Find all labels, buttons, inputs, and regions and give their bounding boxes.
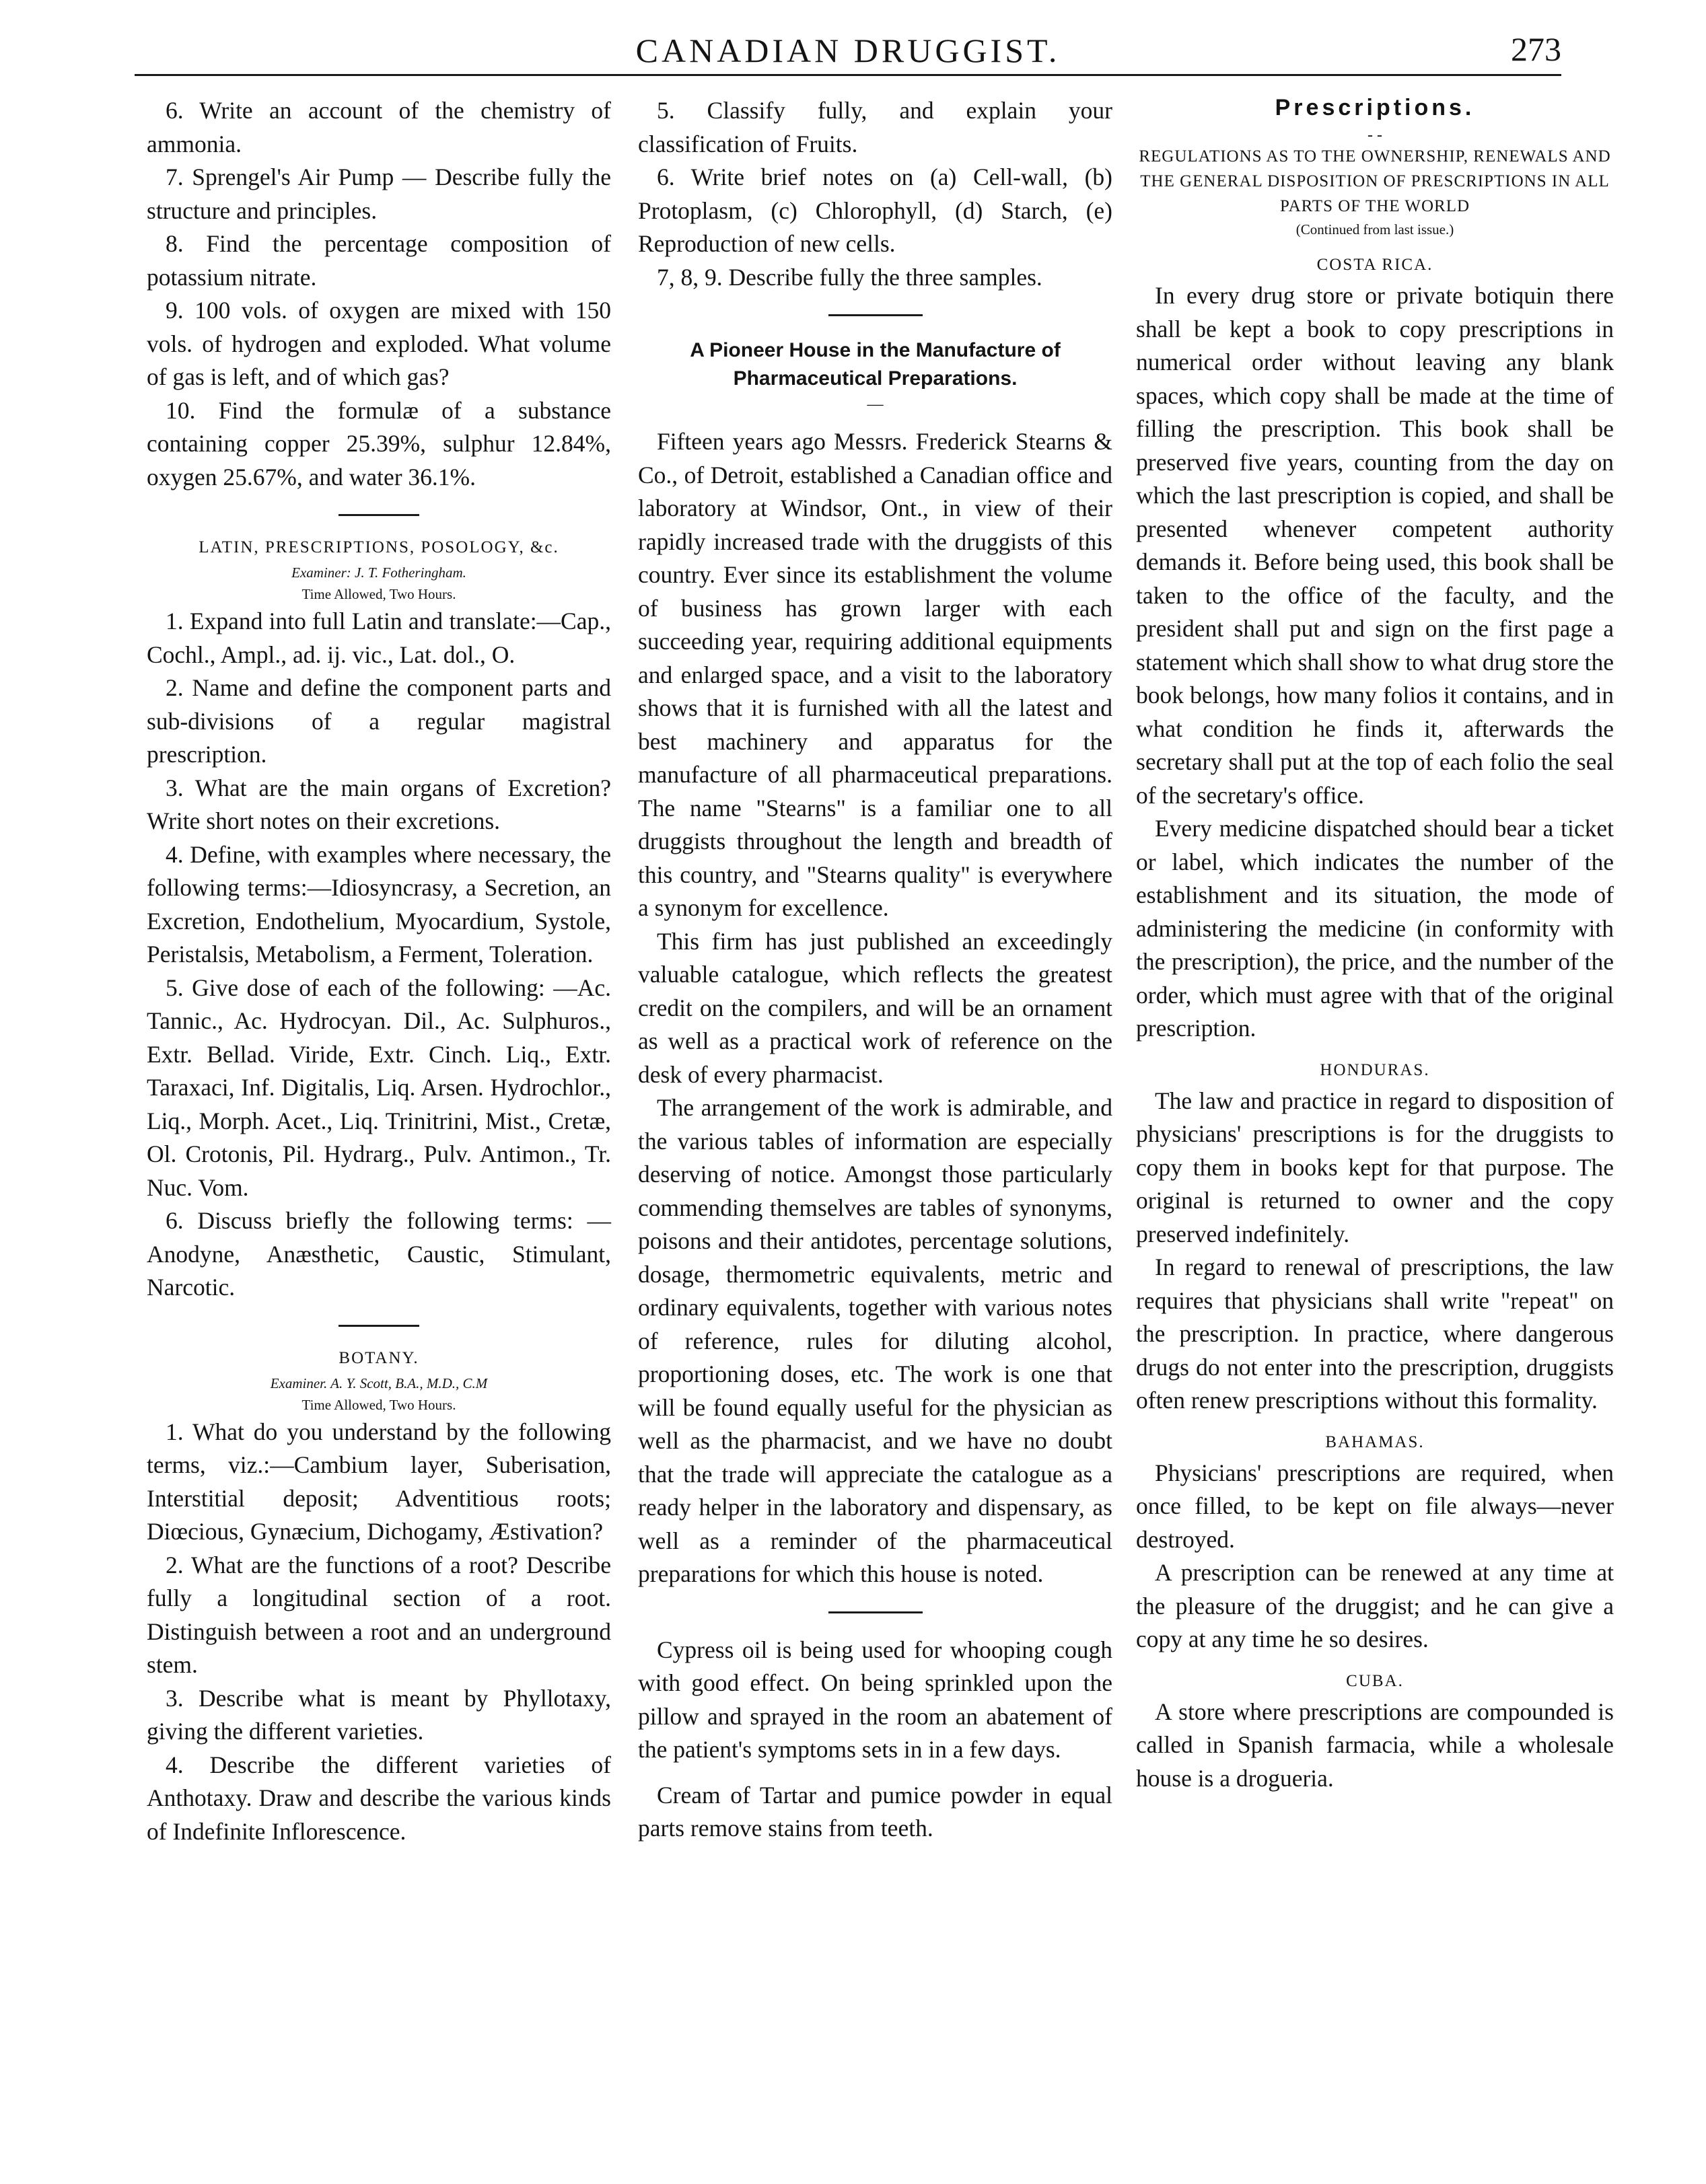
question: 6. Write an account of the chemistry of ammonia. xyxy=(147,97,611,157)
question: 3. What are the main organs of Excretion? Write short notes on their excretions. xyxy=(147,774,611,834)
question: 10. Find the formulæ of a substance containing copper 25.39%, sulphur 12.84%, oxygen 25.67%, and water 36.1%. xyxy=(147,396,611,490)
divider xyxy=(339,514,419,516)
section-heading-latin: LATIN, PRESCRIPTIONS, POSOLOGY, &c. xyxy=(199,538,559,556)
column-middle xyxy=(638,94,1112,1846)
article-title: A Pioneer House in the Manufacture of Pharmaceutical Preparations. xyxy=(690,339,1061,390)
question: 3. Describe what is meant by Phyllotaxy, giving the different varieties. xyxy=(147,1684,611,1745)
question: 2. Name and define the component parts and sub-divisions of a regular magistral prescription. xyxy=(147,674,611,768)
question: 1. What do you understand by the following terms, viz.:—Cambium layer, Suberisation, Interstitial deposit; Adventitious roots; Diœcious, Gynæcium, Dichogamy, Æstivation? xyxy=(147,1418,611,1545)
question: 5. Give dose of each of the following: —Ac. Tannic., Ac. Hydrocyan. Dil., Ac. Sulphuros., Extr. Bellad. Viride, Extr. Cinch. Liq., Extr. Taraxaci, Inf. Digitalis, Liq. Arsen. Hydrochlor., Liq., Morph. Acet., Liq. Trinitrini, Mist., Cretæ, Ol. Crotonis, Pil. Hydrarg., Pulv. Antimon., Tr. Nuc. Vom. xyxy=(147,974,611,1201)
article-paragraph: This firm has just published an exceedingly valuable catalogue, which reflects the greatest credit on the compilers, and will be an ornament as well as a practical work of reference on the desk of every pharmacist. xyxy=(638,927,1112,1088)
section-subheading: REGULATIONS AS TO THE OWNERSHIP, RENEWALS AND THE GENERAL DISPOSITION OF PRESCRIPTIONS IN ALL PARTS OF THE WORLD xyxy=(1139,147,1611,215)
news-note: Cream of Tartar and pumice powder in equal parts remove stains from teeth. xyxy=(638,1781,1112,1842)
question: 9. 100 vols. of oxygen are mixed with 150 vols. of hydrogen and exploded. What volume of gas is left, and of which gas? xyxy=(147,297,611,390)
country-heading-costa-rica: COSTA RICA. xyxy=(1316,256,1433,274)
country-heading-bahamas: BAHAMAS. xyxy=(1325,1432,1425,1451)
page-header xyxy=(135,27,1561,76)
column-left xyxy=(147,94,611,1848)
question: 4. Define, with examples where necessary, the following terms:—Idiosyncrasy, a Secretion, an Excretion, Endothelium, Myocardium, Systole, Peristalsis, Metabolism, a Ferment, Toleration. xyxy=(147,840,611,968)
article-paragraph: The arrangement of the work is admirable, and the various tables of information are especially deserving of notice. Amongst those particularly commending themselves are tables of synonyms, poisons and their antidotes, percentage solutions, dosage, thermometric equivalents, metric and ordinary equivalents, together with various notes of reference, rules for diluting alcohol, proportioning doses, etc. The work is one that will be found equally useful for the physician as well as the pharmacist, and we have no doubt that the trade will appreciate the catalogue as a ready helper in the laboratory and dispensary, as well as a reminder of the pharmaceutical preparations for which this house is noted. xyxy=(638,1094,1112,1587)
divider xyxy=(828,1611,923,1613)
article-paragraph: Every medicine dispatched should bear a ticket or label, which indicates the number of the establishment and its situation, the mode of administering the medicine (in conformity with the prescription), the price, and the number of the order, which must agree with that of the original prescription. xyxy=(1136,815,1614,1042)
time-allowed: Time Allowed, Two Hours. xyxy=(301,1396,456,1413)
article-paragraph: In every drug store or private botiquin there shall be kept a book to copy prescriptions in numerical order without leaving any blank spaces, which copy shall be made at the time of filling the prescription. This book shall be preserved five years, counting from the day on which the last prescription is copied, and shall be presented whenever competent authority demands it. Before being used, this book shall be taken to the office of the faculty, and the president shall put and sign on the first page a statement which shall show to what drug store the book belongs, how many folios it contains, and in what condition he finds it, afterwards the secretary shall put at the top of each folio the seal of the secretary's office. xyxy=(1136,282,1614,809)
question: 7, 8, 9. Describe fully the three samples. xyxy=(657,263,1042,291)
question: 4. Describe the different varieties of Anthotaxy. Draw and describe the various kinds of Indefinite Inflorescence. xyxy=(147,1751,611,1845)
page-number: 273 xyxy=(1511,30,1561,68)
divider xyxy=(339,1325,419,1327)
time-allowed: Time Allowed, Two Hours. xyxy=(301,586,456,602)
article-paragraph: Fifteen years ago Messrs. Frederick Stearns & Co., of Detroit, established a Canadian office and laboratory at Windsor, Ont., in view of their rapidly increased trade with the druggists of this country. Ever since its establishment the volume of business has grown larger with each succeeding year, requiring additional equipments and enlarged space, and a visit to the laboratory shows that it is furnished with all the latest and best machinery and apparatus for the manufacture of all pharmaceutical preparations. The name "Stearns" is a familiar one to all druggists throughout the length and breadth of this country, and "Stearns quality" is everywhere a synonym for excellence. xyxy=(638,428,1112,921)
article-paragraph: A store where prescriptions are compounded is called in Spanish farmacia, while a wholesale house is a drogueria. xyxy=(1136,1698,1614,1792)
article-paragraph: Physicians' prescriptions are required, when once filled, to be kept on file always—never destroyed. xyxy=(1136,1459,1614,1553)
title-dash: - - xyxy=(1367,126,1382,144)
continued-note: (Continued from last issue.) xyxy=(1295,221,1454,238)
running-title: CANADIAN DRUGGIST. xyxy=(635,32,1061,69)
question: 6. Discuss briefly the following terms: —Anodyne, Anæsthetic, Caustic, Stimulant, Narcotic. xyxy=(147,1207,611,1301)
question: 2. What are the functions of a root? Describe fully a longitudinal section of a root. Distinguish between a root and an underground stem. xyxy=(147,1551,611,1678)
section-heading-prescriptions: Prescriptions. xyxy=(1275,95,1475,120)
examiner-line: Examiner: J. T. Fotheringham. xyxy=(291,565,466,581)
news-note: Cypress oil is being used for whooping cough with good effect. On being sprinkled upon the pillow and sprayed in the room an abatement of the patient's symptoms sets in in a few days. xyxy=(638,1636,1112,1763)
question: 1. Expand into full Latin and translate:—Cap., Cochl., Ampl., ad. ij. vic., Lat. dol., O. xyxy=(147,608,611,668)
article-paragraph: In regard to renewal of prescriptions, the law requires that physicians shall write "repeat" on the prescription. In practice, where dangerous drugs do not enter into the prescription, druggists often renew prescriptions without this formality. xyxy=(1136,1253,1614,1414)
section-heading-botany: BOTANY. xyxy=(339,1348,419,1367)
country-heading-cuba: CUBA. xyxy=(1346,1671,1404,1690)
title-dash: — xyxy=(867,396,884,413)
divider xyxy=(828,314,923,316)
country-heading-honduras: HONDURAS. xyxy=(1320,1060,1430,1079)
question: 5. Classify fully, and explain your classification of Fruits. xyxy=(638,97,1112,157)
question: 6. Write brief notes on (a) Cell-wall, (b) Protoplasm, (c) Chlorophyll, (d) Starch, (e) Reproduction of new cells. xyxy=(638,163,1112,257)
article-paragraph: The law and practice in regard to disposition of physicians' prescriptions is for the druggists to copy them in books kept for that purpose. The original is returned to owner and the copy preserved indefinitely. xyxy=(1136,1087,1614,1247)
question: 7. Sprengel's Air Pump — Describe fully the structure and principles. xyxy=(147,163,611,224)
examiner-line: Examiner. A. Y. Scott, B.A., M.D., C.M xyxy=(270,1375,488,1391)
question: 8. Find the percentage composition of potassium nitrate. xyxy=(147,230,611,291)
column-right xyxy=(1136,94,1614,1795)
article-paragraph: A prescription can be renewed at any time at the pleasure of the druggist; and he can give a copy at any time he so desires. xyxy=(1136,1559,1614,1652)
